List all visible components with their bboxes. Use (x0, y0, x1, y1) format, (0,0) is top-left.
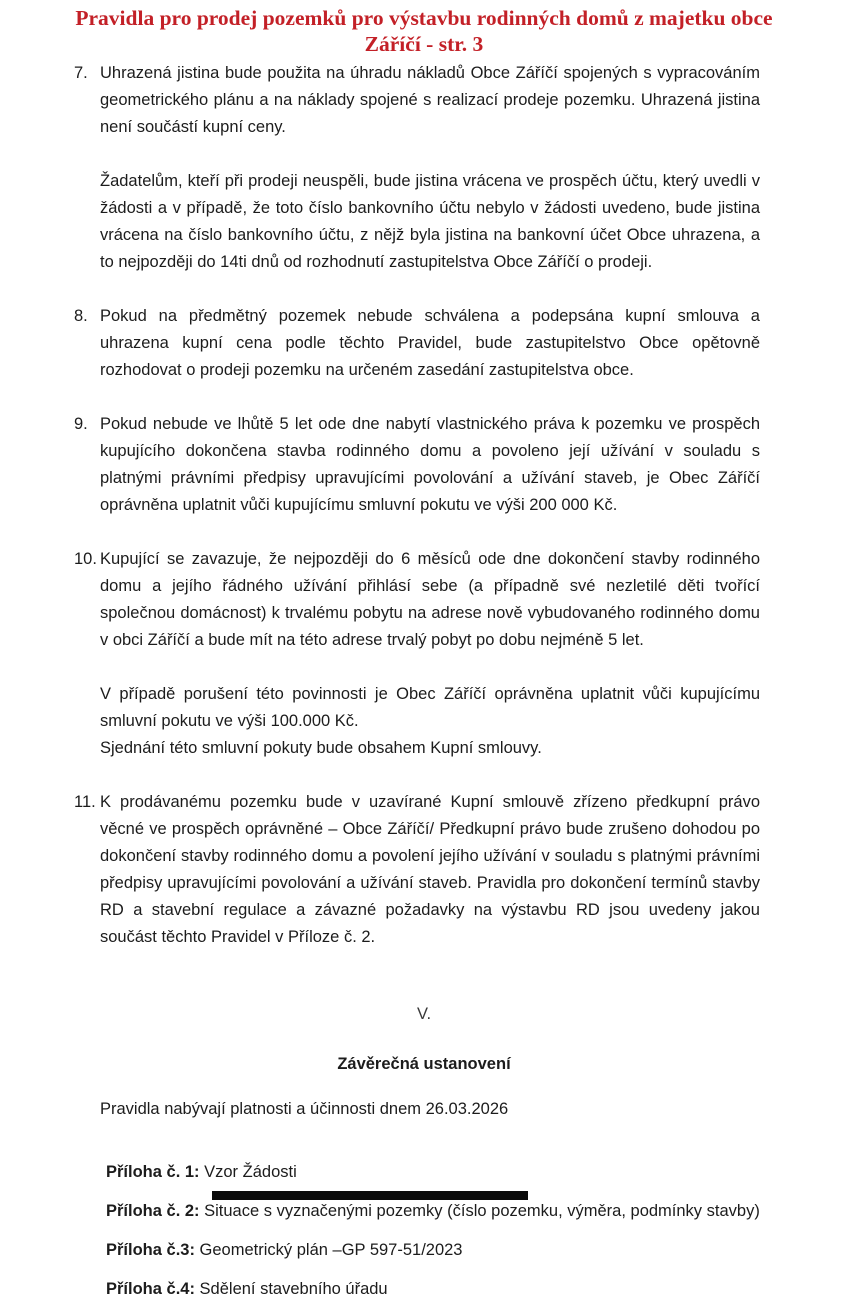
paragraph: V případě porušení této povinnosti je Obec Záříčí oprávněna uplatnit vůči kupujícímu smluvní pokutu ve výši 100.000 Kč. (100, 685, 760, 730)
document-title-line2: Záříčí - str. 3 (364, 32, 484, 56)
attachment-2-text: Situace s vyznačenými pozemky (číslo pozemku, výměra, podmínky stavby) (204, 1202, 760, 1220)
list-item-9-body (100, 411, 760, 519)
list-item-7 (74, 60, 760, 276)
list-item-9-number: 9. (74, 415, 88, 433)
section-heading: Závěrečná ustanovení (337, 1055, 511, 1073)
list-item-11 (74, 789, 760, 951)
attachment-3-label: Příloha č.3: (106, 1241, 195, 1259)
paragraph: Pokud nebude ve lhůtě 5 let ode dne nabytí vlastnického práva k pozemku ve prospěch kupujícího dokončena stavba rodinného domu a povoleno její užívání v souladu s platnými právními předpisy upravujícími povolování a užívání staveb, je Obec Záříčí oprávněna uplatnit vůči kupujícímu smluvní pokutu ve výši 200 000 Kč. (100, 415, 760, 514)
list-item-10-body (100, 546, 760, 762)
attachment-4 (100, 1276, 760, 1303)
attachment-1-text: Vzor Žádosti (204, 1163, 297, 1181)
attachments-list (100, 1159, 760, 1303)
attachment-3 (100, 1237, 760, 1264)
list-item-11-number: 11. (74, 793, 96, 811)
numbered-list (74, 60, 760, 951)
list-item-10-number: 10. (74, 550, 97, 568)
list-item-8-body (100, 303, 760, 384)
attachment-1 (100, 1159, 760, 1186)
attachment-4-text: Sdělení stavebního úřadu (199, 1280, 388, 1298)
paragraph: Pokud na předmětný pozemek nebude schválena a podepsána kupní smlouva a uhrazena kupní cena podle těchto Pravidel, bude zastupitelstvo Obce opětovně rozhodovat o prodeji pozemku na určeném zasedání zastupitelstva obce. (100, 307, 760, 379)
bottom-black-bar (212, 1191, 528, 1200)
list-item-7-number: 7. (74, 64, 88, 82)
list-item-7-body (100, 60, 760, 276)
paragraph: K prodávanému pozemku bude v uzavírané Kupní smlouvě zřízeno předkupní právo věcné ve prospěch oprávněné – Obce Záříčí/ Předkupní právo bude zrušeno dohodou po dokončení stavby rodinného domu a povolení jejího užívání v souladu s platnými právními předpisy upravujícími povolování a užívání staveb. Pravidla pro dokončení termínů stavby RD a stavební regulace a závazné požadavky na výstavbu RD jsou uvedeny jakou součást těchto Pravidel v Příloze č. 2. (100, 793, 760, 946)
paragraph: Uhrazená jistina bude použita na úhradu nákladů Obce Záříčí spojených s vypracováním geometrického plánu a na náklady spojené s realizací prodeje pozemku. Uhrazená jistina není součástí kupní ceny. (100, 64, 760, 136)
effective-date-line: Pravidla nabývají platnosti a účinnosti dnem 26.03.2026 (100, 1100, 509, 1118)
paragraph: Kupující se zavazuje, že nejpozději do 6 měsíců ode dne dokončení stavby rodinného domu a jejího řádného užívání přihlásí sebe (a případně své nezletilé děti tvořící společnou domácnost) k trvalému pobytu na adrese nově vybudovaného rodinného domu v obci Záříčí a bude mít na této adrese trvalý pobyt po dobu nejméně 5 let. (100, 550, 760, 649)
section-numeral: V. (416, 1005, 432, 1023)
paragraph: Sjednání této smluvní pokuty bude obsahem Kupní smlouvy. (100, 739, 542, 757)
attachment-4-label: Příloha č.4: (106, 1280, 195, 1298)
attachment-3-text: Geometrický plán –GP 597-51/2023 (199, 1241, 463, 1259)
list-item-8 (74, 303, 760, 384)
document-title-line1: Pravidla pro prodej pozemků pro výstavbu rodinných domů z majetku obce (75, 6, 773, 30)
attachment-2-label: Příloha č. 2: (106, 1202, 200, 1220)
attachment-1-label: Příloha č. 1: (106, 1163, 200, 1181)
list-item-9 (74, 411, 760, 519)
list-item-11-body (100, 789, 760, 951)
document-title (0, 0, 848, 57)
list-item-8-number: 8. (74, 307, 88, 325)
attachment-2 (100, 1198, 760, 1225)
list-item-10 (74, 546, 760, 762)
paragraph: Žadatelům, kteří při prodeji neuspěli, bude jistina vrácena ve prospěch účtu, který uvedli v žádosti a v případě, že toto číslo bankovního účtu nebylo v žádosti uvedeno, bude jistina vrácena na číslo bankovního účtu, z nějž byla jistina na bankovní účet Obce uhrazena, a to nejpozději do 14ti dnů od rozhodnutí zastupitelstva Obce Záříčí o prodeji. (100, 172, 760, 271)
